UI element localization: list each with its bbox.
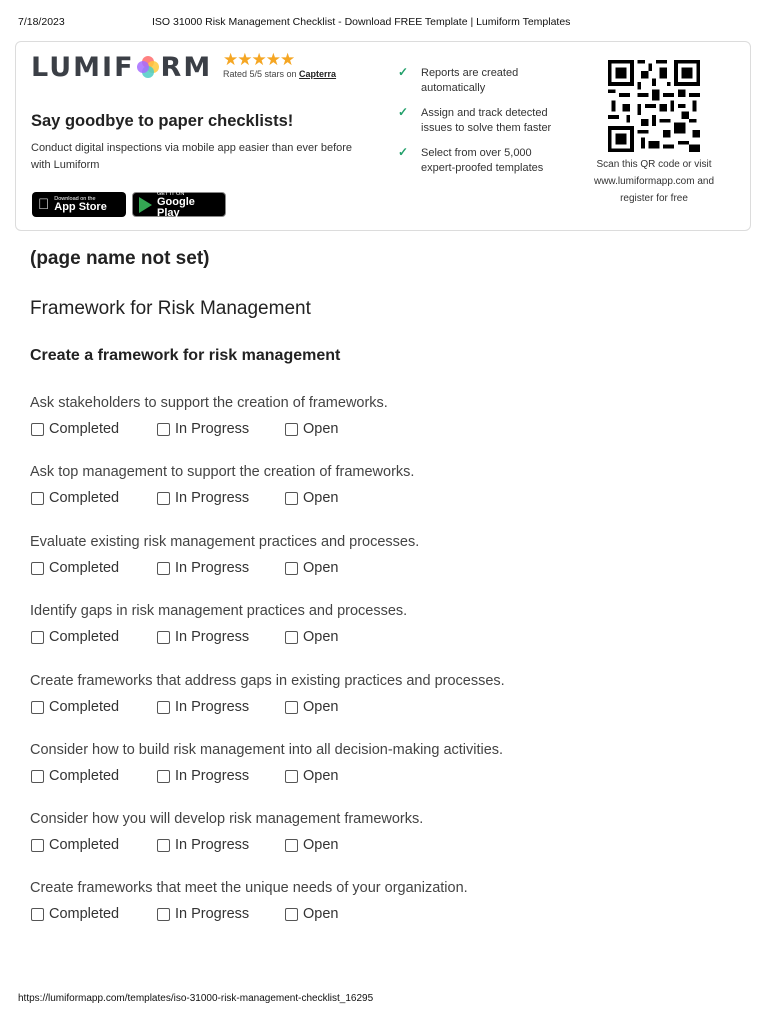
option-open[interactable]: [285, 699, 338, 715]
option-label: Open: [303, 906, 339, 922]
app-store-small: Download on the: [43, 196, 85, 202]
option-label: In Progress: [175, 768, 250, 784]
checklist-item: [30, 603, 730, 649]
check-icon: ✓: [398, 105, 409, 119]
option-completed[interactable]: [31, 768, 119, 784]
app-store-button[interactable]: [32, 192, 126, 217]
option-label: Open: [303, 629, 339, 645]
checklist-item: [30, 811, 730, 857]
rating-text: [223, 69, 336, 79]
checkbox[interactable]: [31, 423, 44, 436]
option-label: Completed: [49, 560, 120, 576]
banner-heading: Say goodbye to paper checklists!: [31, 112, 294, 130]
option-group: [30, 699, 730, 719]
option-in-progress[interactable]: [157, 629, 249, 645]
checkbox[interactable]: [285, 839, 298, 852]
google-play-button[interactable]: [132, 192, 226, 217]
feature-list: [396, 66, 566, 186]
qr-code-icon[interactable]: [605, 60, 703, 152]
footer-url: https://lumiformapp.com/templates/iso-31000-risk-management-checklist_16295: [18, 993, 374, 1004]
option-label: Open: [303, 490, 339, 506]
option-open[interactable]: [285, 906, 338, 922]
checkbox[interactable]: [31, 631, 44, 644]
google-play-small: GET IT ON: [157, 190, 185, 197]
rating: [223, 51, 336, 79]
feature-text: Reports are created automatically: [421, 67, 519, 94]
option-completed[interactable]: [31, 837, 119, 853]
option-label: Completed: [49, 906, 120, 922]
checkbox[interactable]: [157, 423, 170, 436]
question-text: Create frameworks that address gaps in existing practices and processes.: [30, 673, 505, 689]
option-label: Open: [303, 421, 339, 437]
checkbox[interactable]: [285, 492, 298, 505]
option-open[interactable]: [285, 421, 338, 437]
lumiform-logo[interactable]: [31, 52, 212, 82]
option-completed[interactable]: [31, 490, 119, 506]
checkbox[interactable]: [285, 562, 298, 575]
logo-text-left: LUMIF: [31, 51, 135, 83]
option-label: Open: [303, 837, 339, 853]
banner-subtext: Conduct digital inspections via mobile app easier than ever before with Lumiform: [31, 142, 353, 171]
checklist-item: [30, 742, 730, 788]
option-open[interactable]: [285, 629, 338, 645]
checkbox[interactable]: [285, 701, 298, 714]
option-completed[interactable]: [31, 421, 119, 437]
checklist-item: [30, 464, 730, 510]
feature-text: Select from over 5,000 expert-proofed templates: [421, 147, 544, 174]
option-in-progress[interactable]: [157, 837, 249, 853]
option-group: [30, 421, 730, 441]
logo-text-right: RM: [160, 51, 213, 83]
checkbox[interactable]: [157, 492, 170, 505]
check-icon: ✓: [398, 65, 409, 79]
option-label: In Progress: [175, 490, 250, 506]
question-text: Create frameworks that meet the unique needs of your organization.: [30, 880, 468, 896]
option-label: Open: [303, 560, 339, 576]
option-label: Completed: [49, 768, 120, 784]
question-text: Evaluate existing risk management practices and processes.: [30, 534, 420, 550]
option-label: Completed: [49, 421, 120, 437]
print-title: ISO 31000 Risk Management Checklist - Download FREE Template | Lumiform Templates: [152, 16, 571, 28]
question-text: Consider how you will develop risk management frameworks.: [30, 811, 424, 827]
checkbox[interactable]: [157, 631, 170, 644]
checkbox[interactable]: [285, 631, 298, 644]
flower-logo-icon: [137, 56, 159, 78]
option-label: In Progress: [175, 699, 250, 715]
option-in-progress[interactable]: [157, 560, 249, 576]
checkbox[interactable]: [285, 770, 298, 783]
checkbox[interactable]: [31, 839, 44, 852]
option-open[interactable]: [285, 560, 338, 576]
option-in-progress[interactable]: [157, 906, 249, 922]
option-group: [30, 768, 730, 788]
checkbox[interactable]: [157, 908, 170, 921]
checkbox[interactable]: [31, 492, 44, 505]
option-in-progress[interactable]: [157, 421, 249, 437]
capterra-link[interactable]: Capterra: [299, 69, 337, 79]
option-open[interactable]: [285, 490, 338, 506]
option-group: [30, 629, 730, 649]
option-in-progress[interactable]: [157, 699, 249, 715]
question-text: Identify gaps in risk management practices and processes.: [30, 603, 408, 619]
option-completed[interactable]: [31, 560, 119, 576]
app-store-big: App Store: [43, 201, 96, 213]
option-completed[interactable]: [31, 906, 119, 922]
print-header: [18, 12, 750, 32]
option-completed[interactable]: [31, 629, 119, 645]
page-name: (page name not set): [30, 248, 210, 269]
option-label: In Progress: [175, 906, 250, 922]
option-label: Completed: [49, 699, 120, 715]
checkbox[interactable]: [285, 908, 298, 921]
apple-icon: [38, 196, 49, 213]
option-completed[interactable]: [31, 699, 119, 715]
checkbox[interactable]: [157, 770, 170, 783]
checkbox[interactable]: [285, 423, 298, 436]
option-label: Completed: [49, 837, 120, 853]
option-label: Completed: [49, 490, 120, 506]
option-group: [30, 837, 730, 857]
option-group: [30, 490, 730, 510]
google-play-icon: [139, 197, 152, 213]
checkbox[interactable]: [157, 839, 170, 852]
google-play-big: Google Play: [157, 195, 195, 219]
feature-item: [396, 66, 566, 96]
option-in-progress[interactable]: [157, 490, 249, 506]
option-label: In Progress: [175, 837, 250, 853]
rating-prefix: Rated 5/5 stars on: [223, 69, 300, 79]
qr-caption: Scan this QR code or visit www.lumiformapp.com and register for free: [593, 159, 715, 204]
checkbox[interactable]: [31, 562, 44, 575]
option-group: [30, 906, 730, 926]
subsection-title: Create a framework for risk management: [30, 347, 341, 364]
checkbox[interactable]: [31, 701, 44, 714]
option-in-progress[interactable]: [157, 768, 249, 784]
print-date: 7/18/2023: [18, 16, 65, 28]
feature-item: [396, 106, 566, 136]
option-group: [30, 560, 730, 580]
question-text: Ask stakeholders to support the creation of frameworks.: [30, 395, 388, 411]
option-label: Completed: [49, 629, 120, 645]
option-open[interactable]: [285, 768, 338, 784]
checkbox[interactable]: [157, 701, 170, 714]
question-text: Consider how to build risk management into all decision-making activities.: [30, 742, 504, 758]
option-label: Open: [303, 768, 339, 784]
checklist-item: [30, 673, 730, 719]
checklist-item: [30, 395, 730, 441]
section-title: Framework for Risk Management: [30, 298, 311, 319]
check-icon: ✓: [398, 145, 409, 159]
star-rating-icon: ★★★★★: [223, 50, 295, 69]
checklist-item: [30, 880, 730, 926]
checkbox[interactable]: [31, 770, 44, 783]
checkbox[interactable]: [157, 562, 170, 575]
feature-text: Assign and track detected issues to solve them faster: [421, 107, 552, 134]
question-text: Ask top management to support the creation of frameworks.: [30, 464, 415, 480]
option-label: In Progress: [175, 629, 250, 645]
option-label: In Progress: [175, 421, 250, 437]
feature-item: [396, 146, 566, 176]
option-label: In Progress: [175, 560, 250, 576]
promo-banner: [15, 41, 751, 231]
checkbox[interactable]: [31, 908, 44, 921]
option-open[interactable]: [285, 837, 338, 853]
checklist-item: [30, 534, 730, 580]
option-label: Open: [303, 699, 339, 715]
